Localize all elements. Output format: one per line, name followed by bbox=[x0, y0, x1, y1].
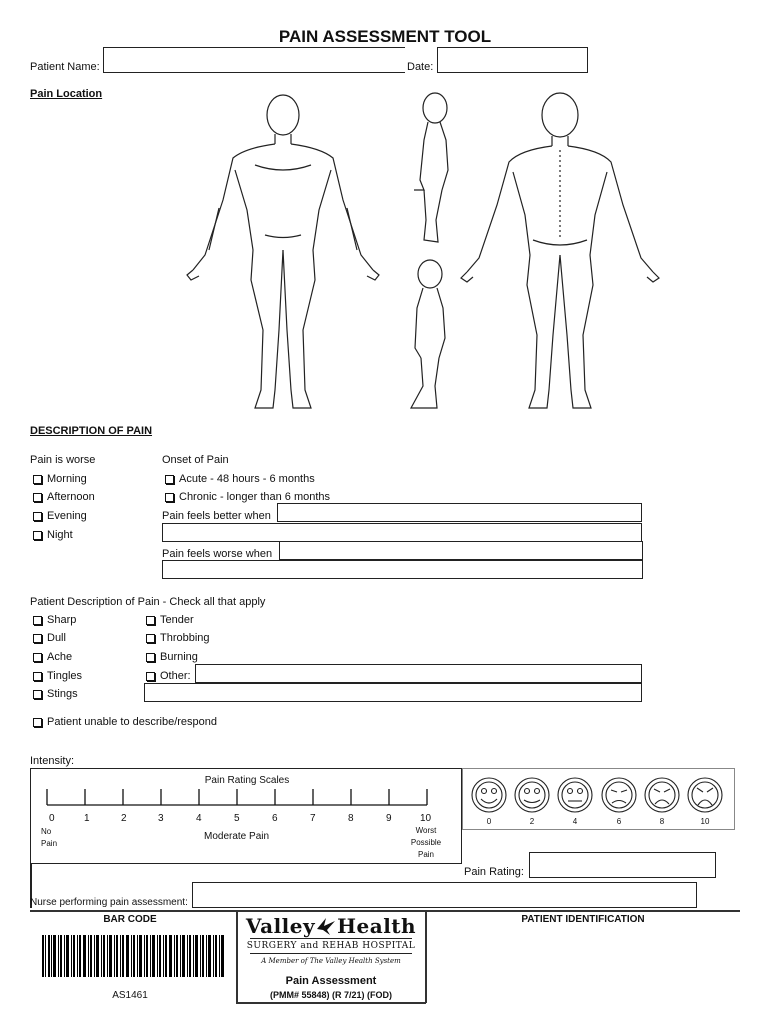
scale-title: Pain Rating Scales bbox=[204, 775, 290, 786]
option-evening[interactable] bbox=[33, 510, 87, 522]
feels-better-field-line2[interactable] bbox=[162, 523, 642, 542]
scale-number: 9 bbox=[386, 813, 392, 824]
option-label: Sharp bbox=[47, 614, 77, 626]
pain-location-heading: Pain Location bbox=[30, 88, 103, 100]
face-4 bbox=[558, 778, 592, 812]
scale-number: 7 bbox=[310, 813, 316, 824]
scale-number: 4 bbox=[196, 813, 202, 824]
face-number: 8 bbox=[659, 817, 665, 826]
feels-worse-field-line2[interactable] bbox=[162, 560, 643, 579]
nurse-label: Nurse performing pain assessment: bbox=[30, 897, 188, 908]
patient-id-label: PATIENT IDENTIFICATION bbox=[521, 914, 645, 925]
option-unable[interactable] bbox=[33, 716, 217, 728]
body-side-view-upper bbox=[414, 93, 448, 242]
feels-worse-label: Pain feels worse when bbox=[162, 548, 273, 560]
checkbox[interactable] bbox=[33, 634, 42, 643]
face-8 bbox=[645, 778, 679, 812]
face-0 bbox=[472, 778, 506, 812]
barcode-label: BAR CODE bbox=[103, 914, 157, 925]
footer-divider bbox=[30, 910, 740, 912]
option-label: Throbbing bbox=[160, 632, 210, 644]
feels-worse-field[interactable] bbox=[279, 541, 643, 560]
option-ache[interactable] bbox=[33, 651, 72, 663]
form-code: AS1461 bbox=[112, 990, 148, 1001]
other-field-line2[interactable] bbox=[144, 683, 642, 702]
scale-number: 2 bbox=[121, 813, 127, 824]
checkbox[interactable] bbox=[33, 616, 42, 625]
option-chronic[interactable] bbox=[165, 491, 330, 503]
face-number: 10 bbox=[700, 817, 710, 826]
logo-text-left: Valley bbox=[245, 914, 316, 938]
footer-bottom-line bbox=[236, 1002, 426, 1004]
checkbox[interactable] bbox=[146, 653, 155, 662]
face-6 bbox=[602, 778, 636, 812]
option-label: Burning bbox=[160, 651, 198, 663]
checkbox[interactable] bbox=[33, 690, 42, 699]
nurse-field[interactable] bbox=[192, 882, 697, 908]
checkbox[interactable] bbox=[146, 634, 155, 643]
checkbox[interactable] bbox=[33, 475, 42, 484]
scale-number: 6 bbox=[272, 813, 278, 824]
option-label: Acute - 48 hours - 6 months bbox=[179, 473, 315, 485]
other-field[interactable] bbox=[195, 664, 642, 683]
checkbox[interactable] bbox=[33, 493, 42, 502]
option-acute[interactable] bbox=[165, 473, 315, 485]
date-label: Date: bbox=[407, 61, 434, 73]
option-burning[interactable] bbox=[146, 651, 198, 663]
option-tingles[interactable] bbox=[33, 670, 82, 682]
option-label: Afternoon bbox=[47, 491, 95, 503]
checkbox[interactable] bbox=[165, 493, 174, 502]
option-label: Evening bbox=[47, 510, 87, 522]
body-side-view-lower bbox=[411, 260, 445, 408]
intensity-label: Intensity: bbox=[30, 755, 75, 767]
scale-right-label: Worst bbox=[415, 826, 437, 835]
patient-description-label: Patient Description of Pain - Check all that apply bbox=[30, 596, 266, 608]
option-label: Stings bbox=[47, 688, 78, 700]
option-label: Dull bbox=[47, 632, 66, 644]
checkbox[interactable] bbox=[33, 531, 42, 540]
logo-subtitle: SURGERY and REHAB HOSPITAL bbox=[246, 941, 416, 951]
option-label: Tingles bbox=[47, 670, 83, 682]
option-throbbing[interactable] bbox=[146, 632, 210, 644]
face-number: 4 bbox=[572, 817, 578, 826]
option-dull[interactable] bbox=[33, 632, 66, 644]
scale-left-label: Pain bbox=[41, 839, 58, 848]
body-back-view bbox=[461, 93, 659, 408]
option-tender[interactable] bbox=[146, 614, 194, 626]
option-sharp[interactable] bbox=[33, 614, 76, 626]
scale-left-label: No bbox=[41, 827, 52, 836]
option-label: Morning bbox=[47, 473, 87, 485]
option-label: Patient unable to describe/respond bbox=[47, 716, 218, 728]
onset-label: Onset of Pain bbox=[162, 454, 229, 466]
description-heading: DESCRIPTION OF PAIN bbox=[30, 425, 153, 437]
face-number: 6 bbox=[616, 817, 622, 826]
scale-mid-label: Moderate Pain bbox=[204, 831, 270, 842]
option-other[interactable] bbox=[146, 670, 191, 682]
faces-scale[interactable] bbox=[462, 768, 735, 830]
pain-worse-label: Pain is worse bbox=[30, 454, 96, 466]
scale-ruler[interactable] bbox=[31, 769, 463, 829]
checkbox[interactable] bbox=[33, 672, 42, 681]
scale-number: 0 bbox=[49, 813, 55, 824]
body-front-view bbox=[187, 95, 379, 408]
patient-name-label: Patient Name: bbox=[30, 61, 100, 73]
form-title: PAIN ASSESSMENT TOOL bbox=[278, 27, 492, 46]
scale-number: 5 bbox=[234, 813, 240, 824]
scale-number: 1 bbox=[84, 813, 90, 824]
face-2 bbox=[515, 778, 549, 812]
checkbox[interactable] bbox=[165, 475, 174, 484]
option-stings[interactable] bbox=[33, 688, 78, 700]
face-10 bbox=[688, 778, 722, 812]
body-diagram[interactable] bbox=[175, 90, 665, 415]
feels-better-field[interactable] bbox=[277, 503, 642, 522]
scale-number: 10 bbox=[420, 813, 432, 824]
option-label: Chronic - longer than 6 months bbox=[179, 491, 331, 503]
checkbox[interactable] bbox=[33, 653, 42, 662]
pain-rating-scale bbox=[30, 768, 462, 864]
patient-name-field[interactable] bbox=[103, 47, 405, 73]
date-field[interactable] bbox=[437, 47, 588, 73]
scale-right-label: Pain bbox=[417, 850, 434, 859]
option-label: Other: bbox=[160, 670, 191, 682]
checkbox[interactable] bbox=[33, 718, 42, 727]
option-label: Night bbox=[47, 529, 73, 541]
scale-number: 8 bbox=[348, 813, 354, 824]
option-label: Tender bbox=[160, 614, 194, 626]
pain-rating-field[interactable] bbox=[529, 852, 716, 878]
logo-member-line: A Member of The Valley Health System bbox=[261, 957, 401, 965]
option-night[interactable] bbox=[33, 529, 73, 541]
form-number: (PMM# 55848) (R 7/21) (FOD) bbox=[269, 990, 393, 1000]
logo-bird-icon bbox=[315, 915, 337, 937]
face-number: 2 bbox=[529, 817, 535, 826]
valley-health-logo bbox=[236, 914, 426, 965]
option-afternoon[interactable] bbox=[33, 491, 95, 503]
checkbox[interactable] bbox=[146, 672, 155, 681]
feels-better-label: Pain feels better when bbox=[162, 510, 271, 522]
checkbox[interactable] bbox=[33, 512, 42, 521]
face-number: 0 bbox=[486, 817, 492, 826]
logo-text-right: Health bbox=[337, 914, 417, 938]
barcode bbox=[42, 935, 224, 977]
form-name: Pain Assessment bbox=[285, 975, 377, 987]
pain-rating-label: Pain Rating: bbox=[464, 866, 524, 878]
option-label: Ache bbox=[47, 651, 73, 663]
option-morning[interactable] bbox=[33, 473, 87, 485]
scale-number: 3 bbox=[158, 813, 164, 824]
checkbox[interactable] bbox=[146, 616, 155, 625]
scale-right-label: Possible bbox=[410, 838, 442, 847]
